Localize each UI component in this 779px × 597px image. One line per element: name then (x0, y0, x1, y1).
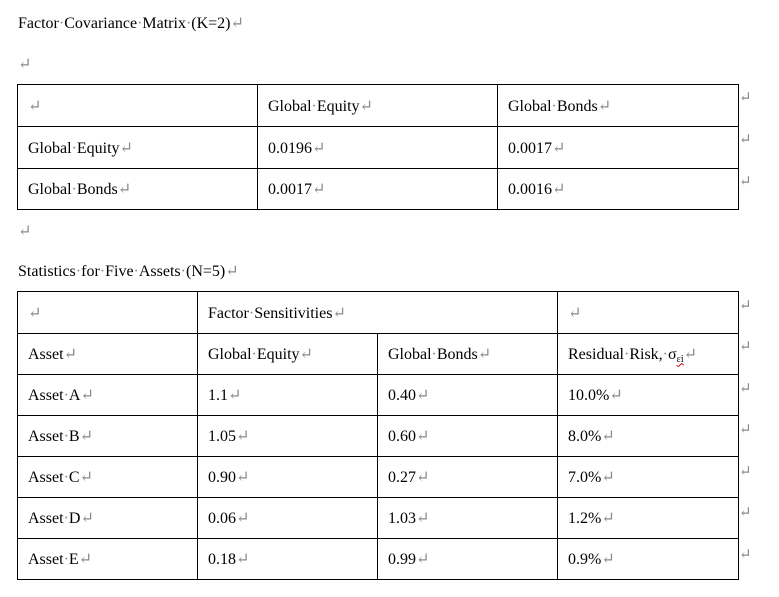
table-row (18, 375, 739, 416)
table-row (18, 292, 739, 334)
assets-statistics-table (17, 291, 739, 580)
row-end-mark-icon: ↵ (739, 339, 752, 355)
heading-factor-covariance (18, 13, 244, 33)
row-end-mark-icon: ↵ (739, 381, 752, 397)
table-cell: Global·Equity↵ (258, 85, 498, 127)
table-cell: 1.2%↵ (558, 498, 739, 539)
table-row (18, 498, 739, 539)
table-cell: 0.0017↵ (498, 127, 739, 169)
row-end-mark-icon: ↵ (739, 132, 752, 148)
table-cell: ↵ (558, 292, 739, 334)
table-cell: Asset·E↵ (18, 539, 198, 580)
table-cell: ↵ (18, 85, 258, 127)
table-cell: 7.0%↵ (558, 457, 739, 498)
table-row (18, 334, 739, 375)
table-cell: Global·Equity↵ (198, 334, 378, 375)
table-row (18, 85, 739, 127)
table-cell: 0.0016↵ (498, 169, 739, 210)
table-cell: Asset·C↵ (18, 457, 198, 498)
table-cell: Asset↵ (18, 334, 198, 375)
heading-statistics-five-assets (18, 261, 239, 281)
table-cell: 0.27↵ (378, 457, 558, 498)
paragraph-mark-icon: ↵ (18, 56, 32, 73)
table-cell: 0.90↵ (198, 457, 378, 498)
table-cell: 0.99↵ (378, 539, 558, 580)
table-cell: 0.60↵ (378, 416, 558, 457)
table-cell: 0.06↵ (198, 498, 378, 539)
row-end-mark-icon: ↵ (739, 547, 752, 563)
table-row (18, 416, 739, 457)
table-cell: 10.0%↵ (558, 375, 739, 416)
heading-text: Statistics·for·Five·Assets·(N=5) (18, 263, 226, 280)
table-cell: Global·Equity↵ (18, 127, 258, 169)
heading-text: Factor·Covariance·Matrix·(K=2) (18, 15, 231, 32)
table-cell: Global·Bonds↵ (498, 85, 739, 127)
row-end-mark-icon: ↵ (739, 505, 752, 521)
row-end-mark-icon: ↵ (739, 90, 752, 106)
paragraph-mark-icon: ↵ (225, 263, 239, 280)
table-row (18, 127, 739, 169)
table-row (18, 457, 739, 498)
table-cell: Asset·A↵ (18, 375, 198, 416)
table-cell: 1.1↵ (198, 375, 378, 416)
table-cell: ↵ (18, 292, 198, 334)
table-row (18, 539, 739, 580)
paragraph-mark-icon: ↵ (18, 223, 32, 240)
row-end-mark-icon: ↵ (739, 464, 752, 480)
table-cell: 0.0017↵ (258, 169, 498, 210)
table-cell: 1.05↵ (198, 416, 378, 457)
row-end-mark-icon: ↵ (739, 174, 752, 190)
table-cell: 0.18↵ (198, 539, 378, 580)
row-end-mark-icon: ↵ (739, 422, 752, 438)
residual-risk-header: $Residual\cdot Risk,\cdot\sigma_{\varepsilon i}↵$ (558, 334, 739, 375)
table-row (18, 169, 739, 210)
empty-paragraph (18, 221, 31, 241)
table-cell: 0.0196↵ (258, 127, 498, 169)
covariance-table (17, 84, 739, 210)
paragraph-mark-icon: ↵ (230, 15, 244, 32)
empty-paragraph (18, 54, 31, 74)
table-cell: Global·Bonds↵ (378, 334, 558, 375)
table-cell: Global·Bonds↵ (18, 169, 258, 210)
table-cell: 1.03↵ (378, 498, 558, 539)
table-cell: Asset·D↵ (18, 498, 198, 539)
row-end-mark-icon: ↵ (739, 298, 752, 314)
table-cell: 8.0%↵ (558, 416, 739, 457)
factor-sensitivities-header: Factor·Sensitivities↵ (198, 292, 558, 334)
table-cell: 0.40↵ (378, 375, 558, 416)
table-cell: 0.9%↵ (558, 539, 739, 580)
table-cell: Asset·B↵ (18, 416, 198, 457)
